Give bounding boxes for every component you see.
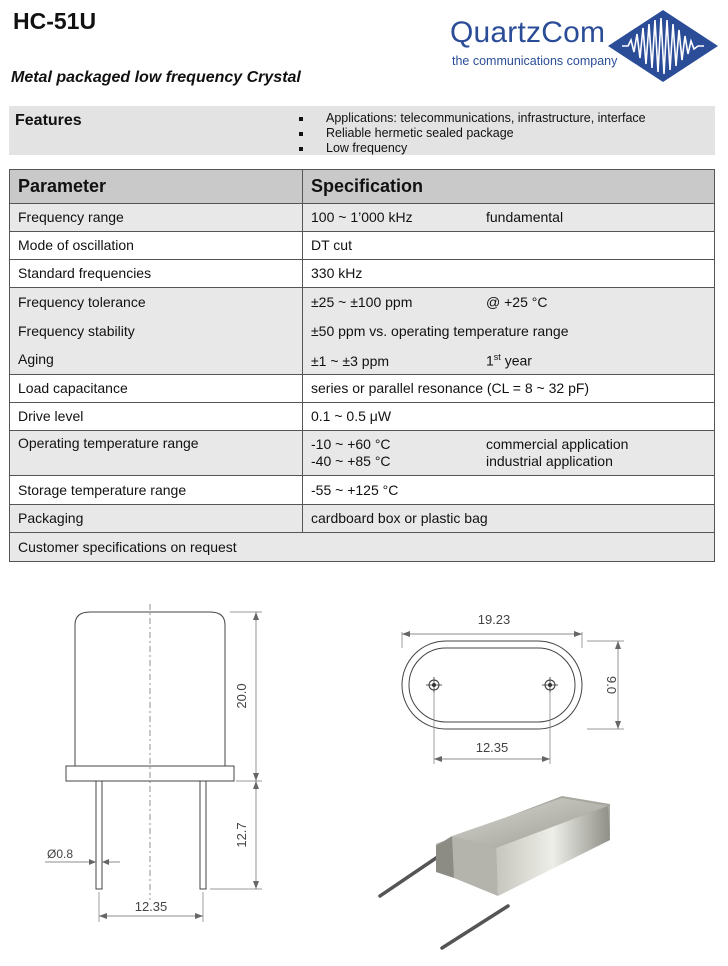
pitch-dimension-label: 12.35 [134, 899, 168, 914]
spec-value: 100 ~ 1’000 kHz [311, 209, 413, 225]
spec-value: ±25 ~ ±100 ppm [311, 293, 413, 310]
spec-value: -55 ~ +125 °C [311, 481, 399, 498]
top-pitch-dimension-label: 12.35 [475, 740, 509, 755]
logo-name: QuartzCom [450, 16, 606, 49]
param-cell: Frequency tolerance [10, 288, 303, 317]
lead-length-dimension-label: 12.7 [234, 822, 249, 848]
table-row [10, 317, 715, 346]
param-cell: Mode of oscillation [10, 232, 303, 260]
spec-cell [303, 431, 715, 476]
table-row [10, 204, 715, 232]
spec-note: @ +25 °C [486, 293, 548, 310]
spec-note: industrial application [486, 453, 613, 469]
param-cell: Frequency stability [10, 317, 303, 346]
product-title: HC-51U [13, 8, 97, 34]
table-row [10, 346, 715, 375]
spec-note: commercial application [486, 436, 629, 452]
table-row [10, 288, 715, 317]
table-footer-row [10, 533, 715, 562]
param-cell: Packaging [10, 505, 303, 533]
spec-cell [303, 403, 715, 431]
spec-cell [303, 232, 715, 260]
length-dimension-label: 19.23 [477, 612, 511, 627]
company-logo [446, 10, 720, 82]
spec-cell [303, 260, 715, 288]
spec-value: series or parallel resonance (CL = 8 ~ 32 pF) [311, 380, 590, 396]
table-row [10, 505, 715, 533]
feature-item: Applications: telecommunications, infrastructure, interface [299, 111, 646, 126]
param-cell: Drive level [10, 403, 303, 431]
param-cell: Aging [10, 346, 303, 375]
crystal-photo [372, 796, 662, 956]
features-title: Features [15, 112, 82, 129]
param-cell: Standard frequencies [10, 260, 303, 288]
spec-value: DT cut [311, 237, 352, 253]
spec-cell [303, 317, 715, 346]
spec-value: -10 ~ +60 °C [311, 436, 391, 452]
table-row [10, 431, 715, 476]
spec-value: cardboard box or plastic bag [311, 510, 488, 526]
spec-cell [303, 476, 715, 505]
param-cell: Storage temperature range [10, 476, 303, 505]
lead-crosshair-icon [542, 677, 558, 693]
footer-cell: Customer specifications on request [10, 533, 715, 562]
spec-value: 330 kHz [311, 265, 363, 281]
header-parameter: Parameter [10, 170, 303, 204]
logo-tagline: the communications company [452, 54, 618, 68]
header-specification: Specification [303, 170, 715, 204]
lead-crosshair-icon [426, 677, 442, 693]
spec-cell [303, 288, 715, 317]
top-view-drawing [392, 606, 632, 776]
spec-value: 0.1 ~ 0.5 μW [311, 408, 392, 424]
spec-cell [303, 375, 715, 403]
spec-value: ±1 ~ ±3 ppm [311, 353, 390, 370]
table-header-row [10, 170, 715, 204]
width-dimension-label: 9.0 [604, 675, 619, 695]
spec-cell [303, 204, 715, 232]
spec-cell [303, 505, 715, 533]
param-cell: Frequency range [10, 204, 303, 232]
spec-note: 1st year [486, 352, 532, 370]
table-row [10, 375, 715, 403]
product-subtitle: Metal packaged low frequency Crystal [11, 69, 301, 86]
features-list [299, 111, 646, 156]
param-cell: Operating temperature range [10, 431, 303, 476]
feature-item: Low frequency [299, 141, 646, 156]
table-row [10, 260, 715, 288]
lead-diameter-label: Ø0.8 [47, 847, 74, 861]
table-row [10, 232, 715, 260]
spec-value: -40 ~ +85 °C [311, 453, 391, 469]
feature-item: Reliable hermetic sealed package [299, 126, 646, 141]
table-row [10, 403, 715, 431]
side-view-drawing [40, 600, 280, 930]
height-dimension-label: 20.0 [234, 683, 249, 709]
param-cell: Load capacitance [10, 375, 303, 403]
table-row [10, 476, 715, 505]
waveform-logo-icon [608, 10, 718, 82]
spec-cell [303, 346, 715, 375]
spec-value: ±50 ppm vs. operating temperature range [311, 322, 569, 339]
features-box [9, 106, 715, 155]
specification-table [9, 169, 715, 562]
spec-note: fundamental [486, 209, 564, 225]
